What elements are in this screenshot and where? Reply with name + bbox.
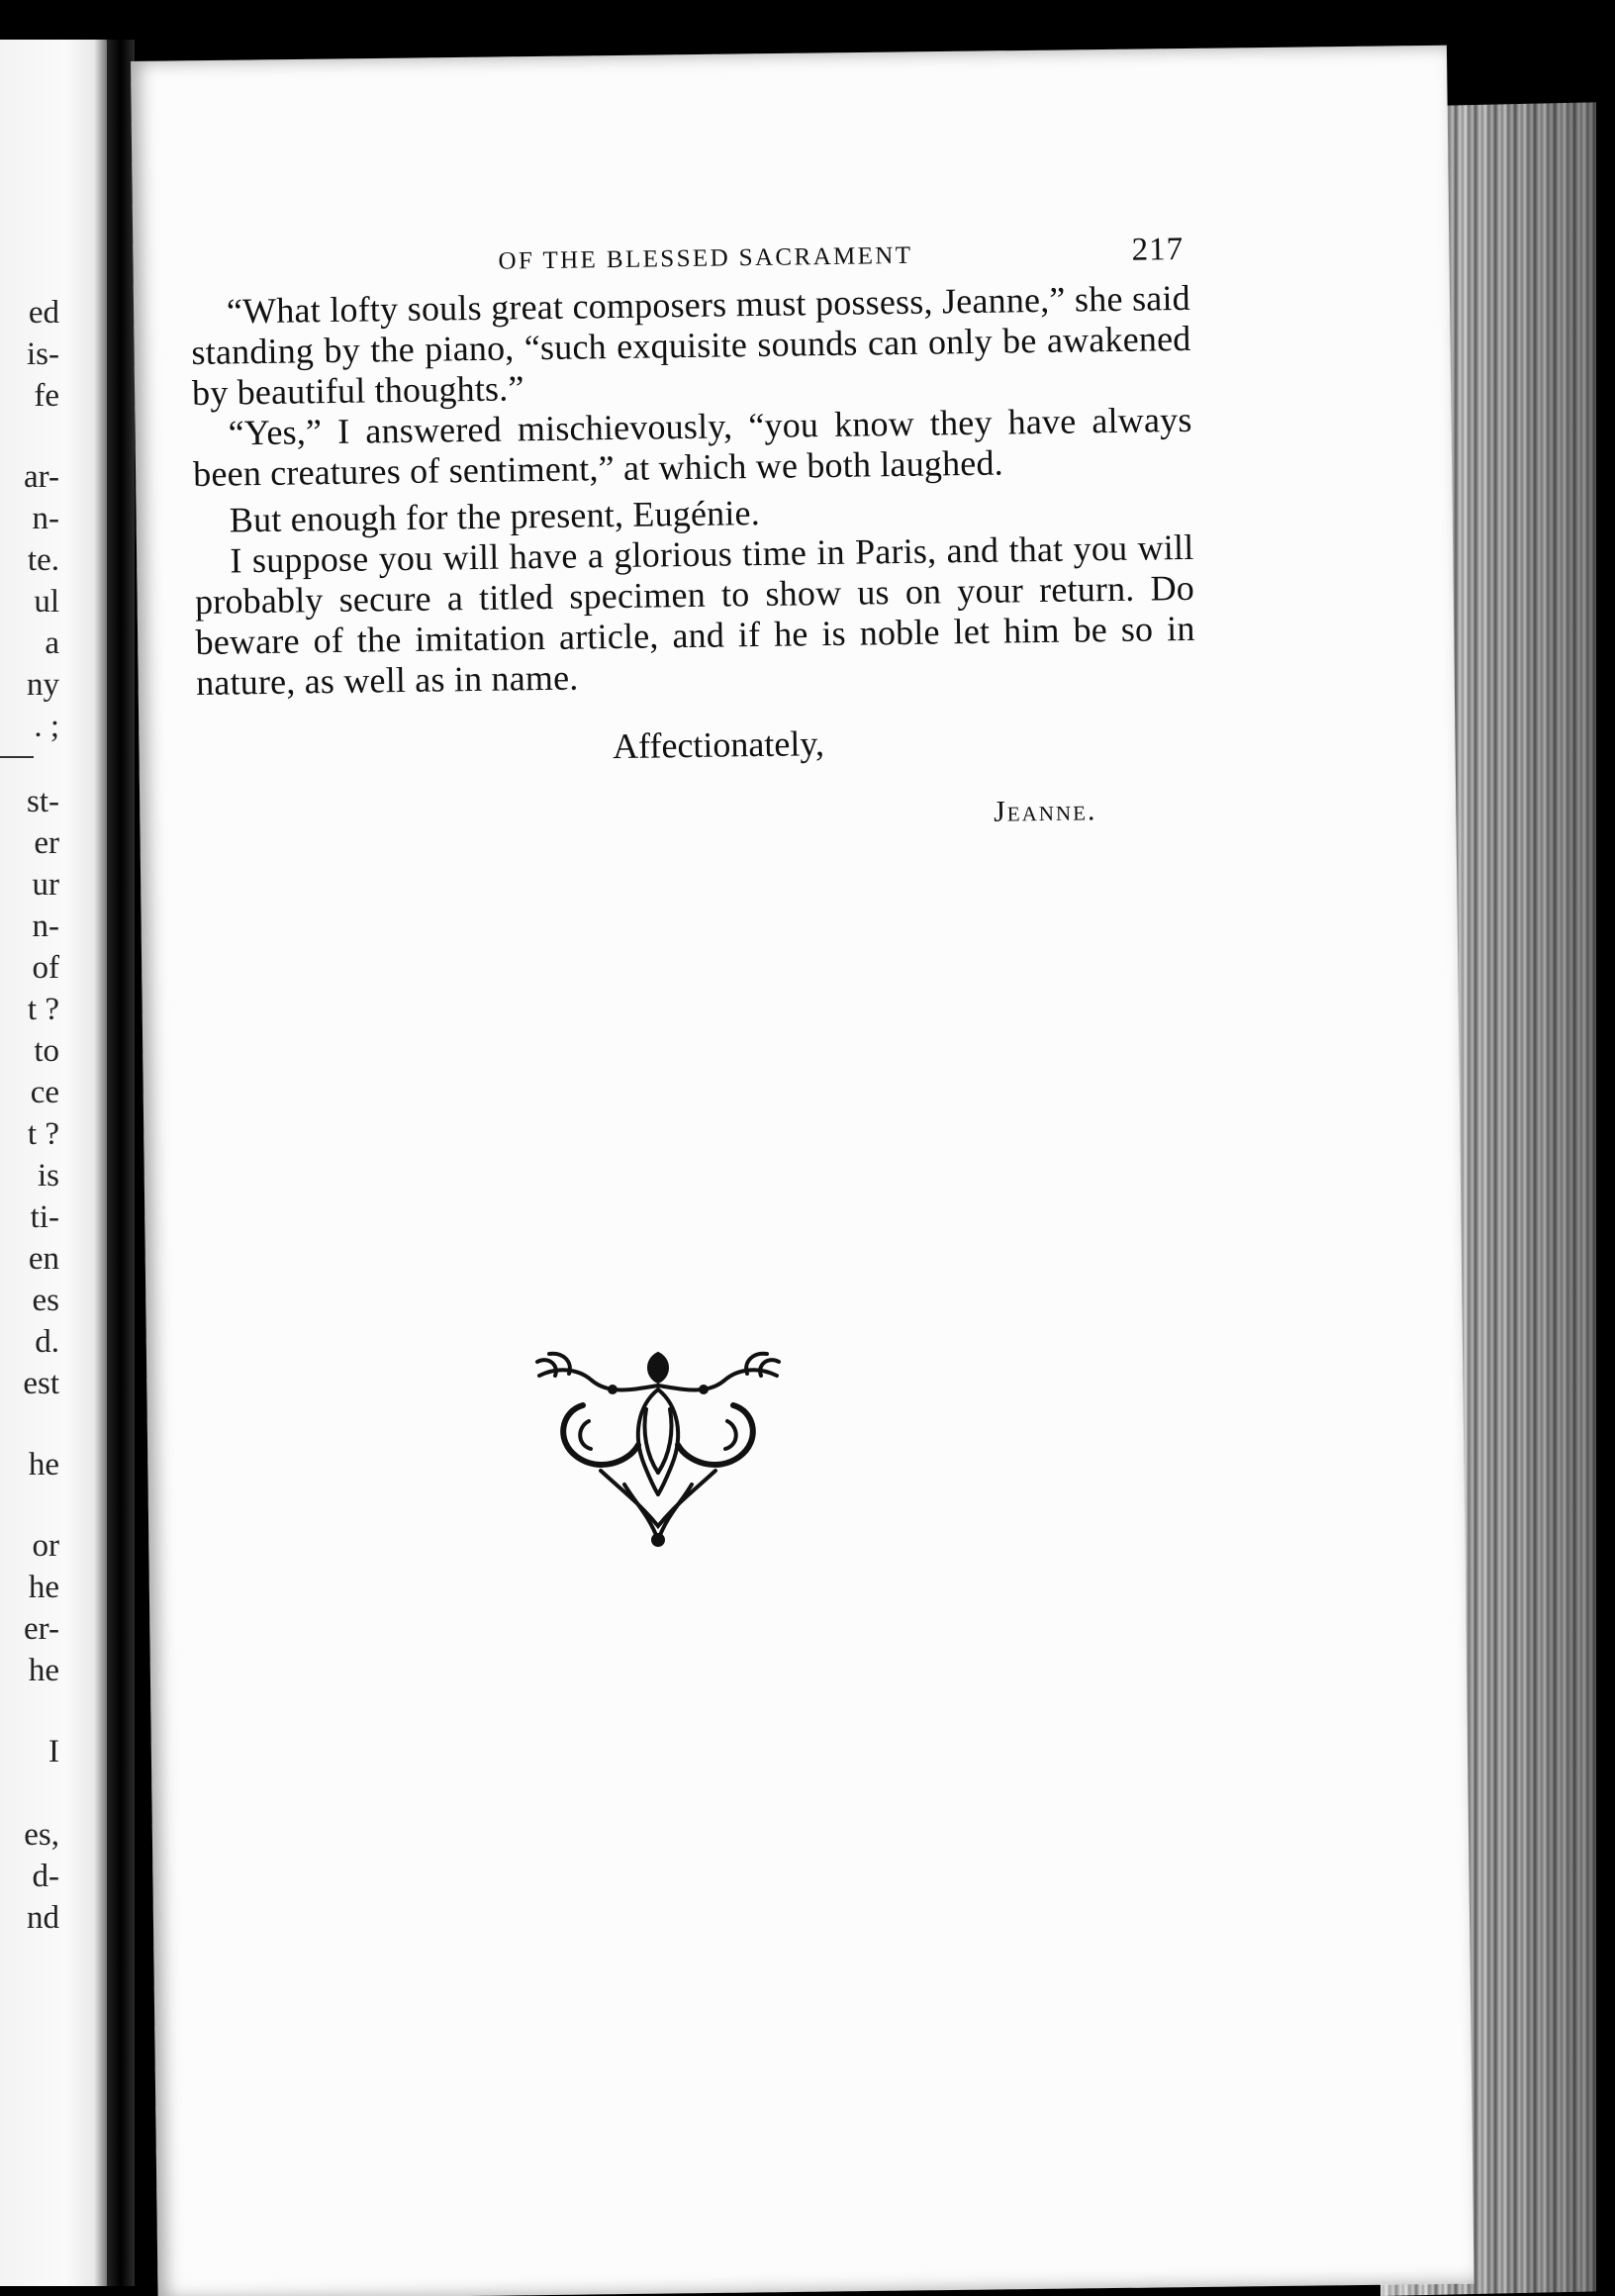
letter-signature: Jeanne. bbox=[993, 794, 1097, 828]
left-fragment: d- bbox=[32, 1859, 59, 1894]
left-fragment: ny bbox=[27, 667, 59, 703]
left-fragment: he bbox=[28, 1570, 59, 1605]
left-fragment: t ? bbox=[27, 1116, 59, 1152]
book-gutter bbox=[107, 40, 135, 2286]
paragraph: “What lofty souls great composers must possess, Jeanne,” she said standing by the piano, “such exquisite sounds can only be awakened by beautiful thoughts.” bbox=[191, 277, 1191, 413]
left-fragment: or bbox=[32, 1528, 59, 1564]
left-fragment: n- bbox=[32, 501, 59, 536]
left-fragment: en bbox=[28, 1241, 59, 1277]
left-fragment: he bbox=[28, 1653, 59, 1688]
left-fragment: he bbox=[28, 1447, 59, 1483]
left-fragment: fe bbox=[34, 378, 59, 414]
left-fragment: of bbox=[32, 950, 59, 986]
left-fragment: a bbox=[45, 625, 59, 661]
paragraph: I suppose you will have a glorious time in Paris, and that you will probably secure a titled specimen to show us on your return. Do beware of the imitation article, and if he is noble let him be so in nature, as well as in name. bbox=[194, 526, 1195, 703]
left-page bbox=[0, 40, 111, 2286]
left-fragment: er bbox=[34, 825, 59, 861]
left-fragment: ed bbox=[28, 295, 59, 331]
left-fragment: n- bbox=[32, 909, 59, 944]
left-fragment: ti- bbox=[30, 1199, 59, 1235]
paragraph: But enough for the present, Eugénie. bbox=[229, 492, 761, 540]
left-fragment: est bbox=[23, 1366, 59, 1401]
left-fragment: ar- bbox=[24, 459, 59, 495]
left-fragment: I bbox=[48, 1734, 59, 1770]
page-number: 217 bbox=[1131, 231, 1185, 268]
left-fragment: t ? bbox=[27, 992, 59, 1027]
left-fragment: st- bbox=[27, 784, 59, 819]
page-text-block bbox=[190, 232, 1197, 840]
left-page-text-fragments bbox=[0, 40, 111, 2286]
left-page-rule bbox=[0, 756, 34, 758]
left-fragment: . ; bbox=[34, 709, 59, 744]
letter-closing: Affectionately, bbox=[612, 723, 825, 767]
left-fragment: is- bbox=[27, 336, 59, 372]
ornament-tailpiece-icon bbox=[529, 1346, 787, 1549]
left-fragment: es, bbox=[24, 1817, 59, 1853]
left-fragment: nd bbox=[27, 1900, 59, 1936]
left-fragment: is bbox=[37, 1158, 59, 1194]
left-fragment: er- bbox=[24, 1611, 59, 1647]
running-title: OF THE BLESSED SACRAMENT bbox=[498, 241, 913, 275]
left-fragment: te. bbox=[27, 542, 59, 578]
left-fragment: ur bbox=[32, 867, 59, 903]
left-fragment: d. bbox=[35, 1324, 59, 1360]
left-fragment: ce bbox=[30, 1075, 59, 1110]
left-fragment: es bbox=[32, 1283, 59, 1318]
paragraph: “Yes,” I answered mischievously, “you know they have always been creatures of sentiment,” at which we both laughed. bbox=[192, 399, 1192, 494]
left-fragment: to bbox=[34, 1033, 59, 1069]
left-fragment: ul bbox=[34, 584, 59, 620]
